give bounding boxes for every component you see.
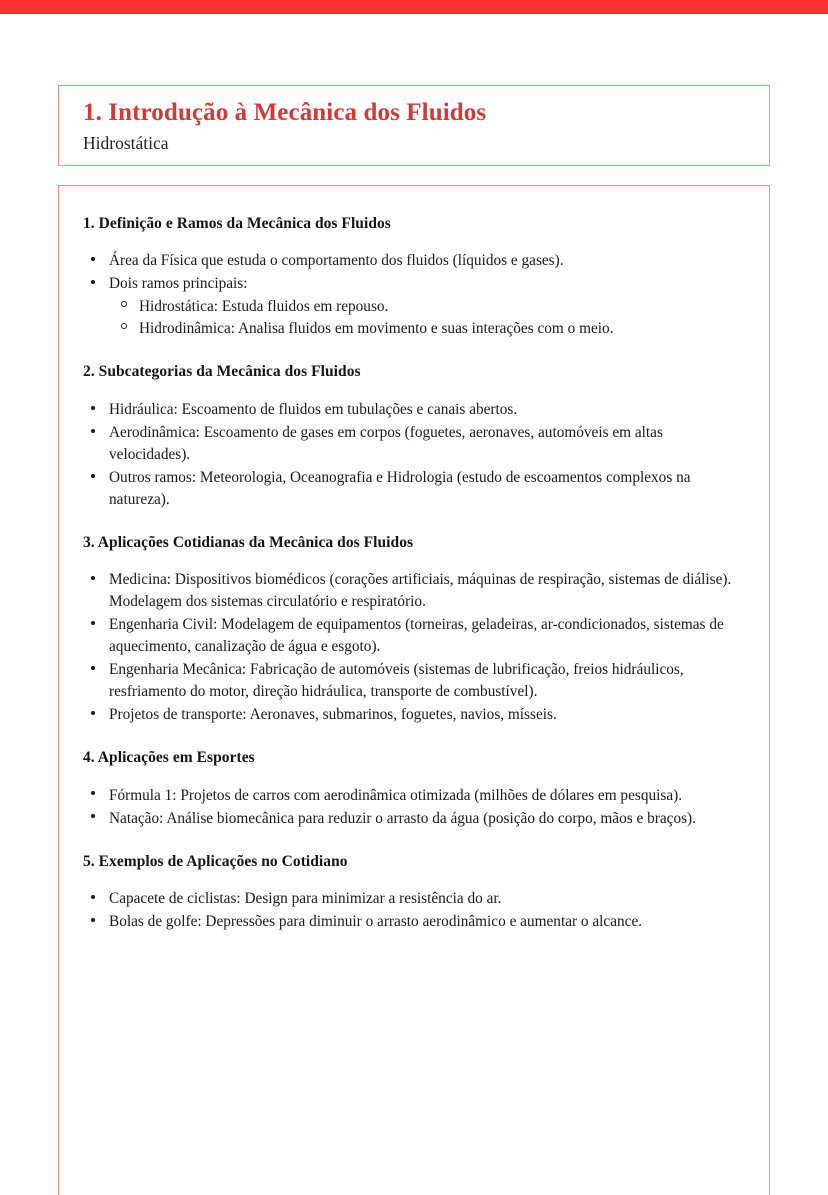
list-item-text: Medicina: Dispositivos biomédicos (corações artificiais, máquinas de respiração, sistemas de diálise). Modelagem dos sistemas circulatório e respiratório. bbox=[109, 571, 732, 611]
list-item bbox=[83, 250, 736, 272]
list-item bbox=[83, 569, 736, 613]
list-item-text: Dois ramos principais: bbox=[109, 275, 248, 293]
bullet-disc-icon bbox=[91, 467, 101, 489]
bullet-disc-icon bbox=[91, 808, 101, 830]
bullet-disc-icon bbox=[91, 704, 101, 726]
bullet-disc-icon bbox=[91, 569, 101, 591]
sub-list-item bbox=[83, 318, 736, 340]
bullet-disc-icon bbox=[91, 785, 101, 807]
list-item bbox=[83, 911, 736, 933]
list-item bbox=[83, 422, 736, 466]
bullet-disc-icon bbox=[91, 250, 101, 272]
bullet-disc-icon bbox=[91, 399, 101, 421]
list-item-text: Engenharia Civil: Modelagem de equipamentos (torneiras, geladeiras, ar-condicionados, sistemas de aquecimento, canalização de água e esgoto). bbox=[109, 616, 724, 656]
list-item bbox=[83, 467, 736, 511]
document-header-inner bbox=[59, 86, 769, 154]
section-heading: 4. Aplicações em Esportes bbox=[83, 749, 255, 767]
document-sections bbox=[59, 186, 769, 933]
bullet-list bbox=[83, 250, 736, 340]
bullet-disc-icon bbox=[91, 888, 101, 910]
sub-list-container bbox=[83, 296, 736, 340]
top-accent-bar bbox=[0, 0, 828, 14]
bullet-disc-icon bbox=[91, 911, 101, 933]
list-item bbox=[83, 888, 736, 910]
content-section bbox=[83, 852, 736, 933]
bullet-circle-icon bbox=[121, 296, 127, 318]
content-section bbox=[83, 748, 736, 829]
list-item bbox=[83, 808, 736, 830]
page-subtitle: Hidrostática bbox=[83, 133, 169, 153]
bullet-list bbox=[83, 399, 736, 511]
section-heading: 2. Subcategorias da Mecânica dos Fluidos bbox=[83, 363, 361, 381]
document-header-card bbox=[58, 85, 770, 166]
list-item bbox=[83, 273, 736, 295]
sub-bullet-list bbox=[83, 296, 736, 340]
bullet-list bbox=[83, 888, 736, 933]
bullet-list bbox=[83, 569, 736, 726]
list-item-text: Projetos de transporte: Aeronaves, submarinos, foguetes, navios, mísseis. bbox=[109, 706, 557, 724]
bullet-circle-icon bbox=[121, 318, 127, 340]
list-item-text: Engenharia Mecânica: Fabricação de automóveis (sistemas de lubrificação, freios hidráulicos, resfriamento do motor, direção hidráulica, transporte de combustível). bbox=[109, 661, 684, 701]
list-item-text: Natação: Análise biomecânica para reduzir o arrasto da água (posição do corpo, mãos e braços). bbox=[109, 809, 696, 827]
list-item-text: Capacete de ciclistas: Design para minimizar a resistência do ar. bbox=[109, 889, 502, 907]
list-item bbox=[83, 399, 736, 421]
bullet-disc-icon bbox=[91, 659, 101, 681]
list-item bbox=[83, 659, 736, 703]
content-section bbox=[83, 214, 736, 340]
section-heading: 3. Aplicações Cotidianas da Mecânica dos Fluidos bbox=[83, 533, 414, 551]
section-heading: 5. Exemplos de Aplicações no Cotidiano bbox=[83, 852, 348, 870]
content-section bbox=[83, 533, 736, 726]
sub-list-item bbox=[83, 296, 736, 318]
list-item-text: Outros ramos: Meteorologia, Oceanografia e Hidrologia (estudo de escoamentos complexos na natureza). bbox=[109, 468, 691, 508]
section-heading: 1. Definição e Ramos da Mecânica dos Fluidos bbox=[83, 215, 391, 232]
list-item-text: Fórmula 1: Projetos de carros com aerodinâmica otimizada (milhões de dólares em pesquisa). bbox=[109, 786, 683, 804]
list-item-text: Área da Física que estuda o comportamento dos fluidos (líquidos e gases). bbox=[109, 252, 564, 270]
bullet-disc-icon bbox=[91, 273, 101, 295]
bullet-disc-icon bbox=[91, 422, 101, 444]
sub-list-item-text: Hidrodinâmica: Analisa fluidos em movimento e suas interações com o meio. bbox=[139, 320, 614, 338]
list-item-text: Hidráulica: Escoamento de fluidos em tubulações e canais abertos. bbox=[109, 400, 518, 418]
content-section bbox=[83, 362, 736, 510]
list-item bbox=[83, 785, 736, 807]
sub-list-item-text: Hidrostática: Estuda fluidos em repouso. bbox=[139, 298, 389, 316]
list-item-text: Bolas de golfe: Depressões para diminuir o arrasto aerodinâmico e aumentar o alcance. bbox=[109, 912, 643, 930]
document-body-card bbox=[58, 185, 770, 1195]
list-item bbox=[83, 614, 736, 658]
list-item bbox=[83, 704, 736, 726]
bullet-list bbox=[83, 785, 736, 830]
bullet-disc-icon bbox=[91, 614, 101, 636]
list-item-text: Aerodinâmica: Escoamento de gases em corpos (foguetes, aeronaves, automóveis em altas velocidades). bbox=[109, 423, 663, 463]
page-title: 1. Introdução à Mecânica dos Fluidos bbox=[83, 99, 487, 126]
